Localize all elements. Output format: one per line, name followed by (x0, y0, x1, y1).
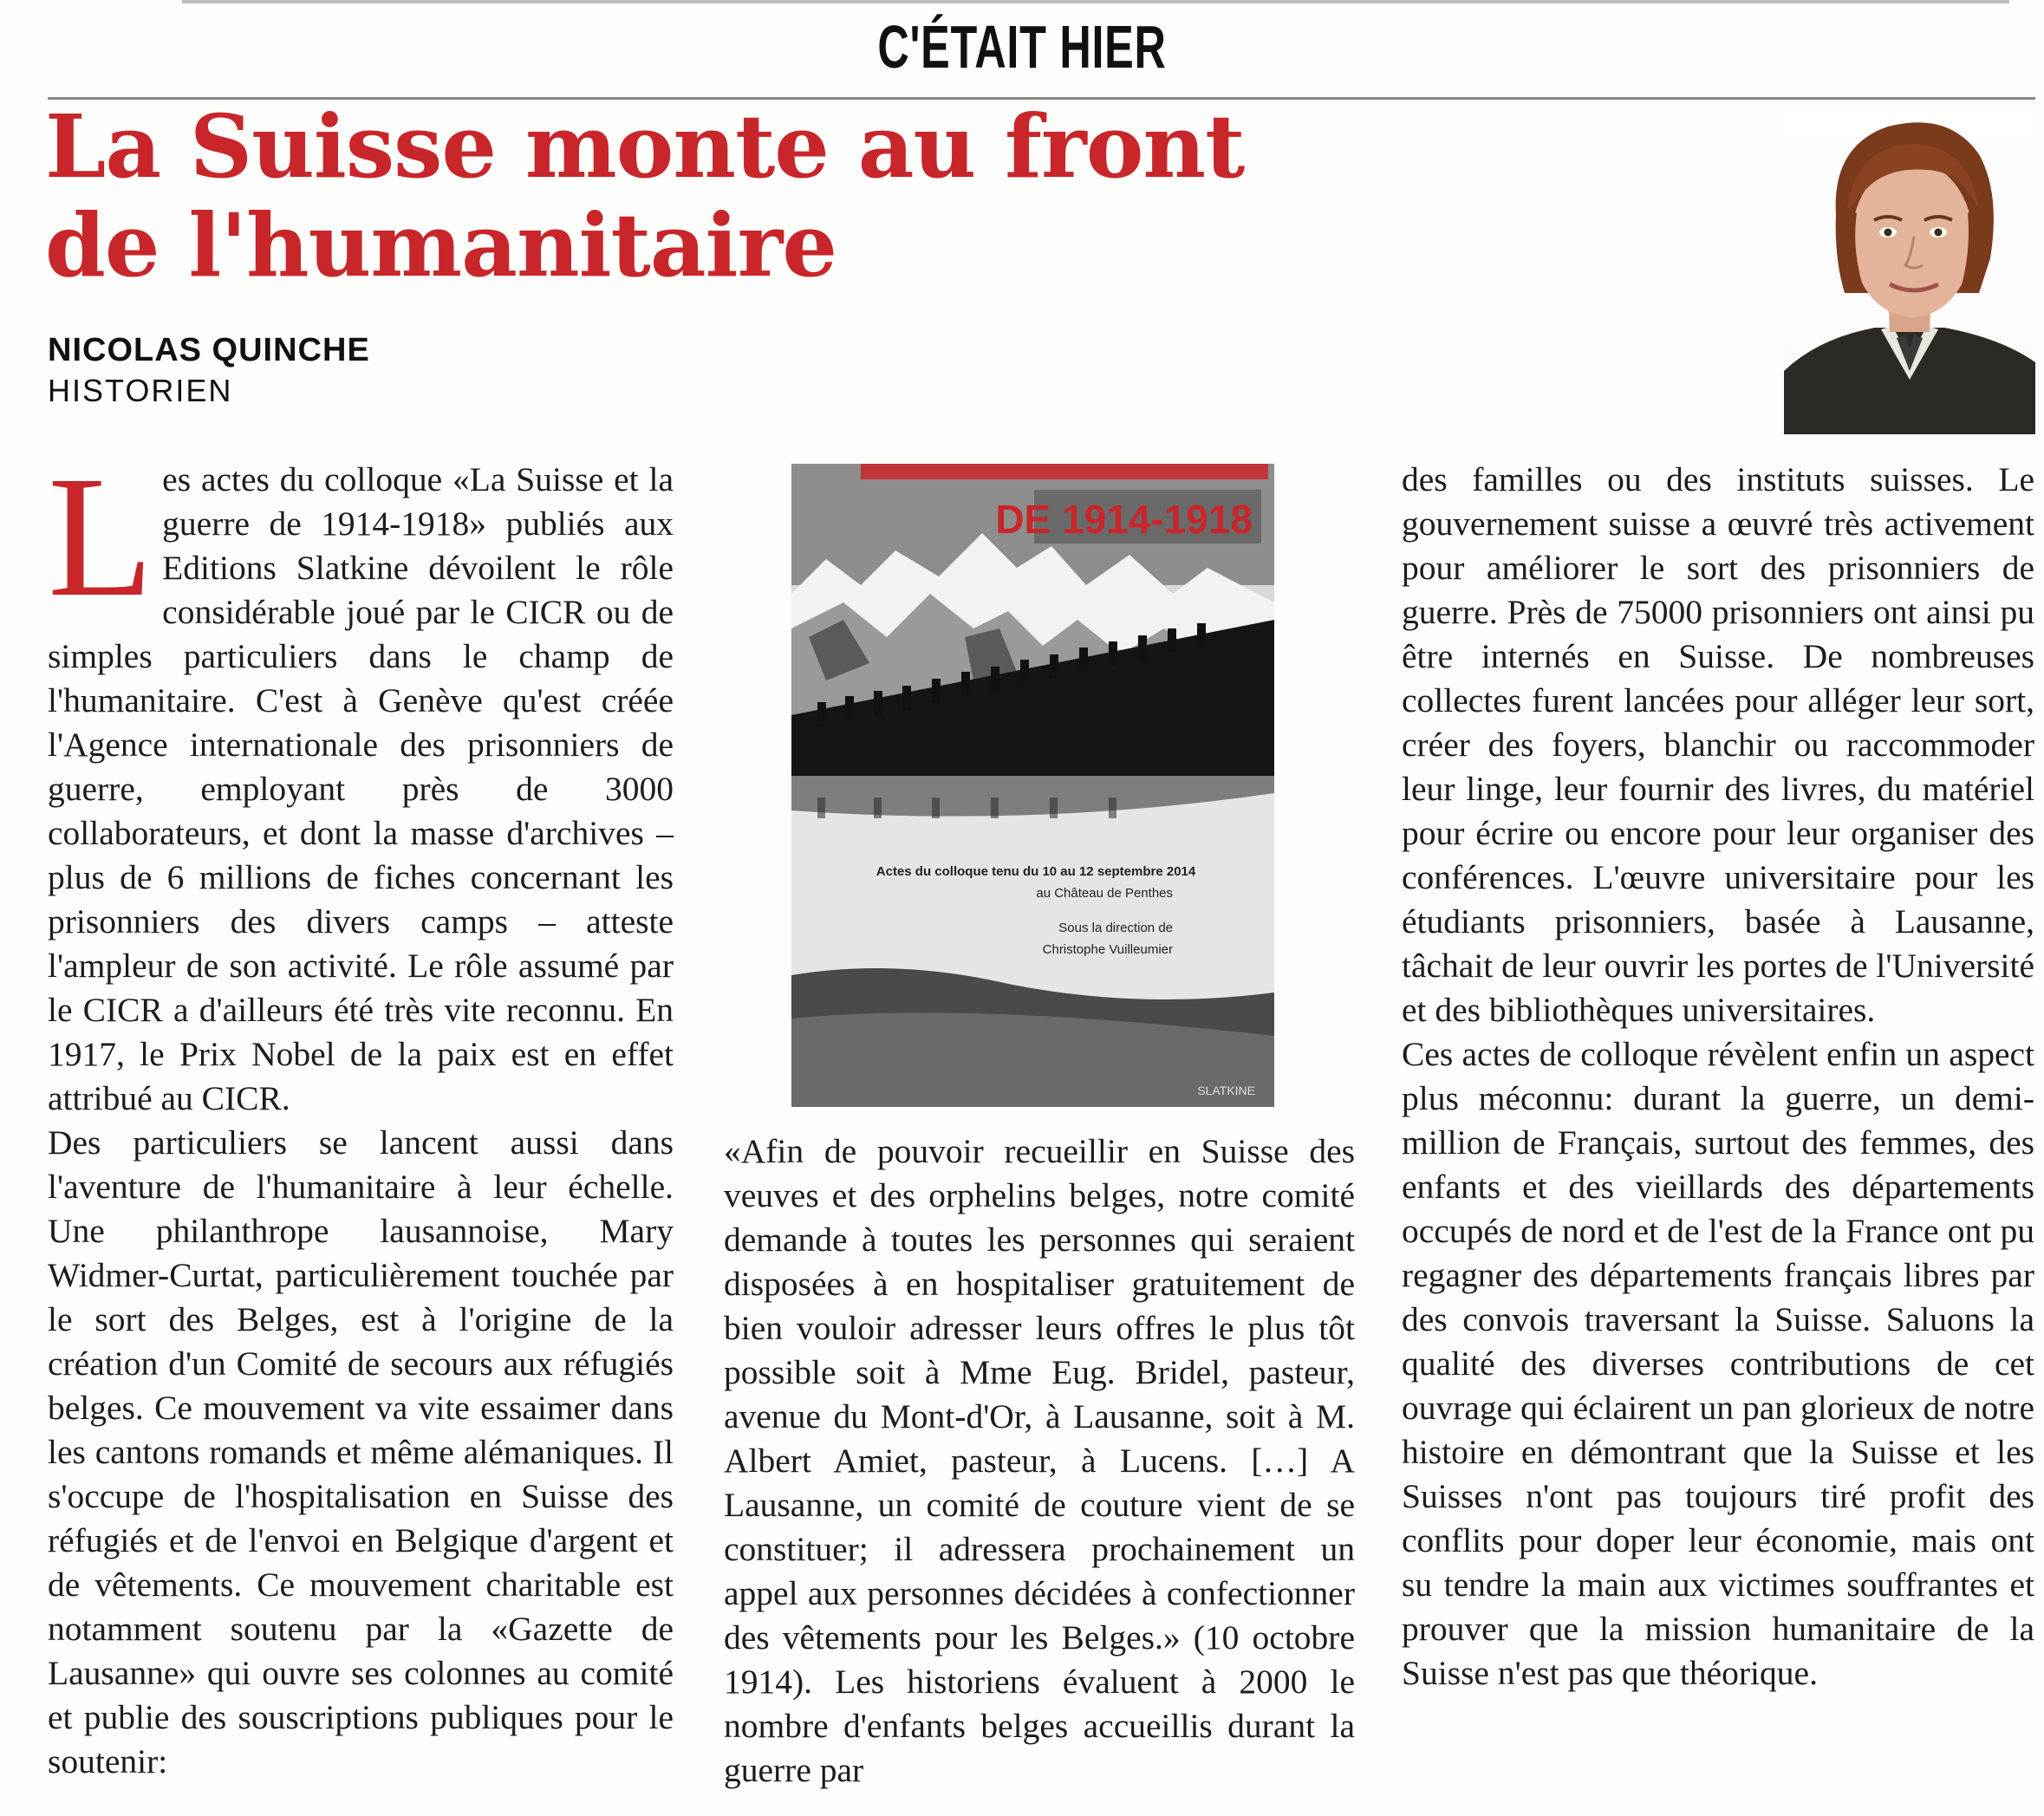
portrait-illustration (1784, 111, 2035, 434)
headline-line-1: La Suisse monte au front (45, 95, 1245, 198)
drop-cap: L (48, 441, 154, 633)
article-column-3 (1402, 458, 2034, 1696)
author-name: NICOLAS QUINCHE (48, 332, 370, 368)
article-headline (45, 97, 1328, 295)
book-cover-illustration (791, 464, 1274, 1107)
book-caption-line-2: au Château de Penthes (1036, 886, 1173, 901)
article-column-2 (724, 1129, 1355, 1793)
article-column-1 (48, 441, 674, 1784)
author-role: HISTORIEN (48, 373, 233, 408)
column1-paragraph-1-text: es actes du colloque «La Suisse et la guerre de 1914-1918» publiés aux Editions Slatkine dévoilent le rôle considérable joué par le CICR ou de simples particuliers dans le champ de l'humanitaire. C'est à Genève qu'est créée l'Agence internationale des prisonniers de guerre, employant près de 3000 collaborateurs, et dont la masse d'archives – plus de 6 millions de fiches concernant les prisonniers des divers camps – atteste l'ampleur de son activité. Le rôle assumé par le CICR a d'ailleurs été très vite reconnu. En 1917, le Prix Nobel de la paix est en effet attribué au CICR. (48, 460, 674, 1117)
book-caption-line-1: Actes du colloque tenu du 10 au 12 septembre 2014 (876, 864, 1196, 879)
column3-paragraph-1: des familles ou des instituts suisses. Le gouvernement suisse a œuvré très activement pour améliorer le sort des prisonniers de guerre. Près de 75000 prisonniers ont ainsi pu être internés en Suisse. De nombreuses collectes furent lancées pour alléger leur sort, créer des foyers, blanchir ou raccommoder leur linge, leur fournir des livres, du matériel pour écrire ou encore pour leur organiser des conférences. L'œuvre universitaire pour les étudiants prisonniers, basée à Lausanne, tâchait de leur ouvrir les portes de l'Université et des bibliothèques universitaires. (1402, 460, 2034, 1029)
book-caption-line-3: Sous la direction de (1058, 921, 1173, 935)
book-title-fragment: DE 1914-1918 (995, 497, 1253, 542)
author-portrait (1784, 111, 2035, 434)
book-cover-image (791, 464, 1274, 1107)
column1-paragraph-1 (48, 441, 674, 1121)
book-publisher: SLATKINE (1197, 1084, 1255, 1097)
headline-line-2: de l'humanitaire (45, 194, 836, 296)
book-caption-line-4: Christophe Vuilleumier (1042, 942, 1173, 957)
column3-paragraph-2: Ces actes de colloque révèlent enfin un aspect plus méconnu: durant la guerre, un demi-million de Français, surtout des femmes, des enfants et des vieillards des départements occupés de nord et de l'est de la France ont pu regagner des départements français libres par des convois traversant la Suisse. Saluons la qualité des diverses contributions de cet ouvrage qui éclairent un pan glorieux de notre histoire en démontrant que la Suisse et les Suisses n'ont pas toujours tiré profit des conflits pour doper leur économie, mais ont su tendre la main aux victimes souffrantes et prouver que la mission humanitaire de la Suisse n'est pas que théorique. (1402, 1035, 2034, 1692)
top-border (182, 0, 2009, 3)
section-rubric: C'ÉTAIT HIER (877, 13, 1167, 81)
column1-paragraph-2: Des particuliers se lancent aussi dans l'aventure de l'humanitaire à leur échelle. Une philanthrope lausannoise, Mary Widmer-Curtat, particulièrement touchée par le sort des Belges, est à l'origine de la création d'un Comité de secours aux réfugiés belges. Ce mouvement va vite essaimer dans les cantons romands et même alémaniques. Il s'occupe de l'hospitalisation en Suisse des réfugiés et de l'envoi en Belgique d'argent et de vêtements. Ce mouvement charitable est notamment soutenu par la «Gazette de Lausanne» qui ouvre ses colonnes au comité et publie des souscriptions publiques pour le soutenir: (48, 1123, 674, 1780)
column2-paragraph-1: «Afin de pouvoir recueillir en Suisse des veuves et des orphelins belges, notre comité demande à toutes les personnes qui seraient disposées à en hospitaliser gratuitement de bien vouloir adresser leurs offres le plus tôt possible soit à Mme Eug. Bridel, pasteur, avenue du Mont-d'Or, à Lausanne, soit à M. Albert Amiet, pasteur, à Lucens. […] A Lausanne, un comité de couture vient de se constituer; il adressera prochainement un appel aux personnes décidées à confectionner des vêtements pour les Belges.» (10 octobre 1914). Les historiens évaluent à 2000 le nombre d'enfants belges accueillis durant la guerre par (724, 1132, 1355, 1789)
